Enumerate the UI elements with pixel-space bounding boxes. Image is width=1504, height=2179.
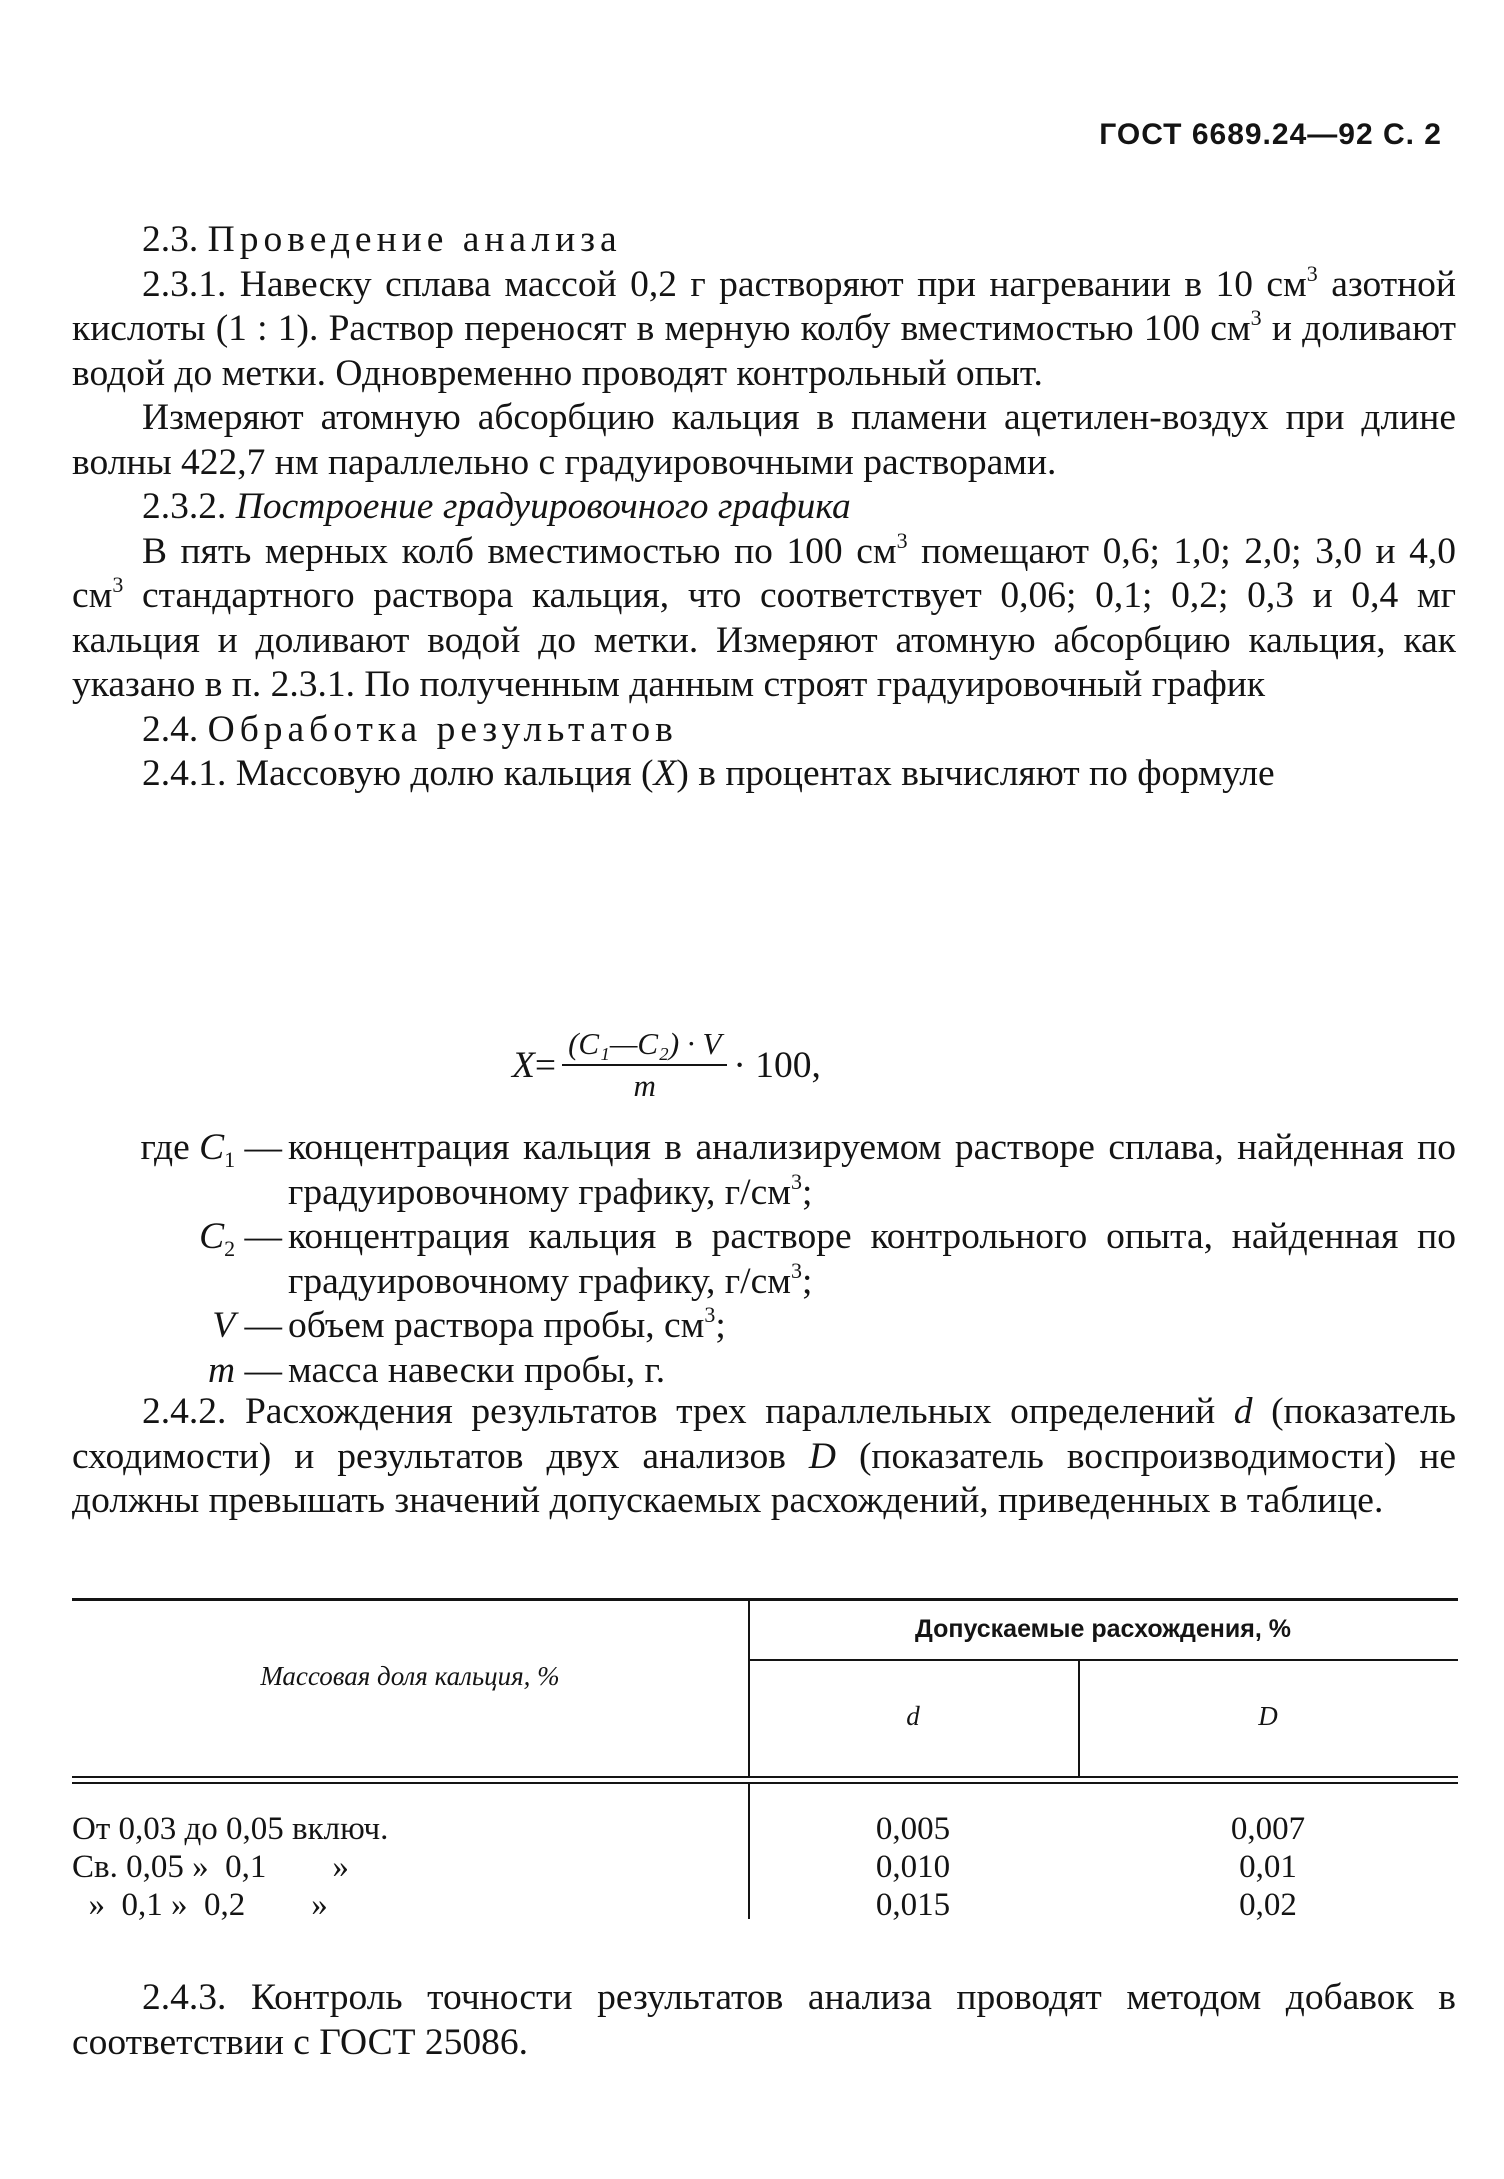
table-row — [72, 1886, 1458, 1924]
section-number: 2.3. — [142, 219, 199, 260]
cell-range: » 0,1 » 0,2 » — [72, 1887, 328, 1923]
header-mass-fraction: Массовая доля кальция, % — [260, 1661, 560, 1691]
paragraph-five-flasks: В пять мерных колб вместимостью по 100 $см^3$ помещают 0,6; 1,0; 2,0; 3,0 и 4,0 $см^3$ стандартного раствора кальция, что соответствует 0,06; 0,1; 0,2; 0,3 и 0,4 мг кальция и доливают водой до метки. Измеряют атомную абсорбцию кальция, как указано в п. 2.3.1. По полученным данным строят градуировочный график — [72, 527, 1456, 705]
paragraph-measure: Измеряют атомную абсорбцию кальция в пламени ацетилен-воздух при длине волны 422,7 нм параллельно с градуировочными растворами. — [72, 397, 1456, 483]
table-header — [72, 1601, 1458, 1776]
cell-range: От 0,03 до 0,05 включ. — [72, 1811, 389, 1847]
definitions-list — [72, 1126, 1456, 1393]
table-body — [72, 1784, 1458, 1925]
section-title: Проведение анализа — [207, 219, 622, 260]
tolerance-table — [72, 1598, 1458, 1925]
paragraph-2-3-1: 2.3.1. Навеску сплава массой 0,2 г растворяют при нагревании в 10 $см^3$ азотной кислоты (1 : 1). Раствор переносят в мерную колбу вместимостью 100 $см^3$ и доливают водой до метки. Одновременно проводят контрольный опыт. — [72, 260, 1456, 394]
cell-D: 0,02 — [1239, 1887, 1297, 1923]
body-text-top — [72, 218, 1456, 797]
section-title: Построение градуировочного графика — [235, 486, 851, 527]
section-2-4-heading — [72, 708, 1456, 753]
table-divider — [748, 1784, 750, 1919]
formula-equals: = — [534, 1044, 557, 1086]
paragraph-2-4-3: 2.4.3. Контроль точности результатов анализа проводят методом добавок в соответствии с ГОСТ 25086. — [72, 1977, 1456, 2063]
table-header-rule — [72, 1776, 1458, 1784]
formula-fraction — [562, 1024, 727, 1106]
paragraph-2-4-2: 2.4.2. Расхождения результатов трех параллельных определений d (показатель сходимости) и результатов двух анализов D (показатель воспроизводимости) не должны превышать значений допускаемых расхождений, приведенных в таблице. — [72, 1391, 1456, 1521]
cell-d: 0,010 — [875, 1849, 951, 1885]
formula-denominator: m — [633, 1068, 656, 1103]
header-D: D — [1258, 1701, 1278, 1731]
cell-range: Св. 0,05 » 0,1 » — [72, 1849, 349, 1885]
cell-d: 0,015 — [875, 1887, 951, 1923]
section-2-3-heading — [72, 218, 1456, 263]
header-tolerances: Допускаемые расхождения, % — [914, 1615, 1291, 1643]
formula-lhs: X — [512, 1044, 535, 1086]
cell-d: 0,005 — [875, 1811, 951, 1847]
header-d: d — [906, 1701, 920, 1731]
section-number: 2.3.2. — [142, 486, 227, 527]
body-text-middle — [72, 1390, 1456, 1524]
definition-c1: где $C_1$ — концентрация кальция в анализируемом растворе сплава, найденная по градуировочному графику, $г/см^3$; — [140, 1127, 1456, 1213]
definition-v: V — объем раствора пробы, $см^3$; — [212, 1302, 726, 1346]
paragraph-2-4-1: 2.4.1. Массовую долю кальция (X) в процентах вычисляют по формуле — [142, 753, 1275, 794]
table-divider — [748, 1659, 1458, 1661]
definition-c2: $C_2$ — концентрация кальция в растворе контрольного опыта, найденная по градуировочному графику, $г/см^3$; — [199, 1216, 1456, 1302]
table-row — [72, 1810, 1458, 1848]
definition-m: m — масса навески пробы, г. — [208, 1349, 666, 1391]
cell-D: 0,007 — [1230, 1811, 1306, 1847]
formula-tail: · 100, — [733, 1044, 821, 1086]
page-header: ГОСТ 6689.24—92 С. 2 — [1099, 118, 1442, 151]
formula-numerator: (C₁—C₂) · V — [562, 1024, 727, 1066]
section-2-3-2-heading — [72, 485, 1456, 530]
table-row — [72, 1848, 1458, 1886]
section-number: 2.4. — [142, 708, 199, 750]
cell-D: 0,01 — [1239, 1849, 1297, 1885]
section-title: Обработка результатов — [207, 708, 678, 750]
formula — [512, 1010, 821, 1120]
